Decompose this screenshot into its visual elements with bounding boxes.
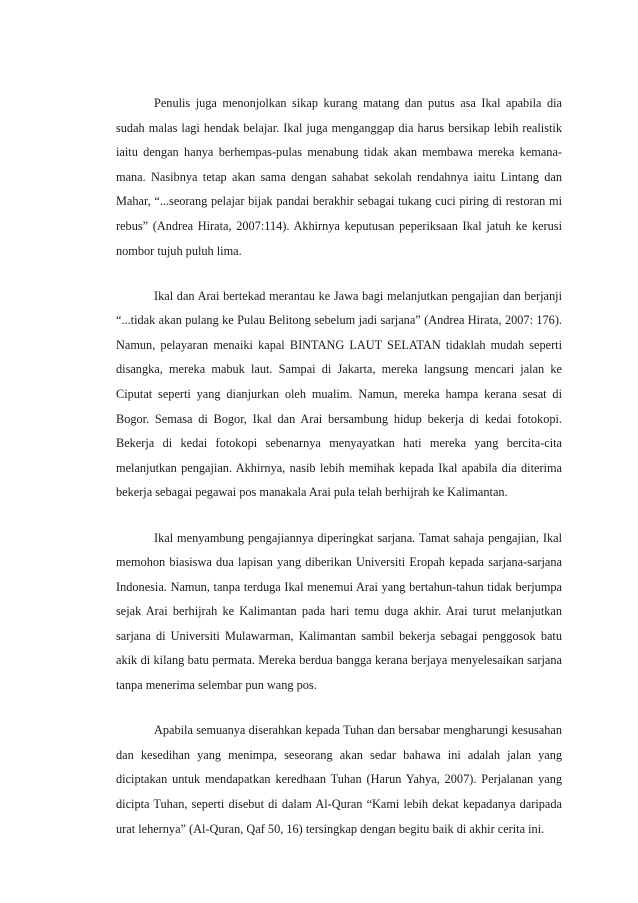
paragraph-3: Ikal menyambung pengajiannya diperingkat sarjana. Tamat sahaja pengajian, Ikal memohon biasiswa dua lapisan yang diberikan Universiti Eropah kepada sarjana-sarjana Indonesia. Namun, tanpa terduga Ikal menemui Arai yang bertahun-tahun tidak berjumpa sejak Arai berhijrah ke Kalimantan pada hari temu duga akhir. Arai turut melanjutkan sarjana di Universiti Mulawarman, Kalimantan sambil bekerja sebagai penggosok batu akik di kilang batu permata. Mereka berdua bangga kerana berjaya menyelesaikan sarjana tanpa menerima selembar pun wang pos. [116,530,562,693]
paragraph-2: Ikal dan Arai bertekad merantau ke Jawa bagi melanjutkan pengajian dan berjanji “...tidak akan pulang ke Pulau Belitong sebelum jadi sarjana” (Andrea Hirata, 2007: 176). Namun, pelayaran menaiki kapal BINTANG LAUT SELATAN tidaklah mudah seperti disangka, mereka mabuk laut. Sampai di Jakarta, mereka langsung mencari jalan ke Ciputat seperti yang dianjurkan oleh mualim. Namun, mereka hampa kerana sesat di Bogor. Semasa di Bogor, Ikal dan Arai bersambung hidup bekerja di kedai fotokopi. Bekerja di kedai fotokopi sebenarnya menyayatkan hati mereka yang bercita-cita melanjutkan pengajian. Akhirnya, nasib lebih memihak kepada Ikal apabila dia diterima bekerja sebagai pegawai pos manakala Arai pula telah berhijrah ke Kalimantan. [116,288,562,500]
paragraph-4: Apabila semuanya diserahkan kepada Tuhan dan bersabar mengharungi kesusahan dan kesedihan yang menimpa, seseorang akan sedar bahawa ini adalah jalan yang diciptakan untuk mendapatkan keredhaan Tuhan (Harun Yahya, 2007). Perjalanan yang dicipta Tuhan, seperti disebut di dalam Al-Quran “Kami lebih dekat kepadanya daripada urat lehernya” (Al-Quran, Qaf 50, 16) tersingkap dengan begitu baik di akhir cerita ini. [116,723,562,836]
document-body [116,91,562,841]
paragraph-1: Penulis juga menonjolkan sikap kurang matang dan putus asa Ikal apabila dia sudah malas lagi hendak belajar. Ikal juga menganggap dia harus bersikap lebih realistik iaitu dengan hanya berhempas-pulas menabung tidak akan membawa mereka kemana-mana. Nasibnya tetap akan sama dengan sahabat sekolah rendahnya iaitu Lintang dan Mahar, “...seorang pelajar bijak pandai berakhir sebagai tukang cuci piring di restoran mi rebus” (Andrea Hirata, 2007:114). Akhirnya keputusan peperiksaan Ikal jatuh ke kerusi nombor tujuh puluh lima. [116,96,562,258]
